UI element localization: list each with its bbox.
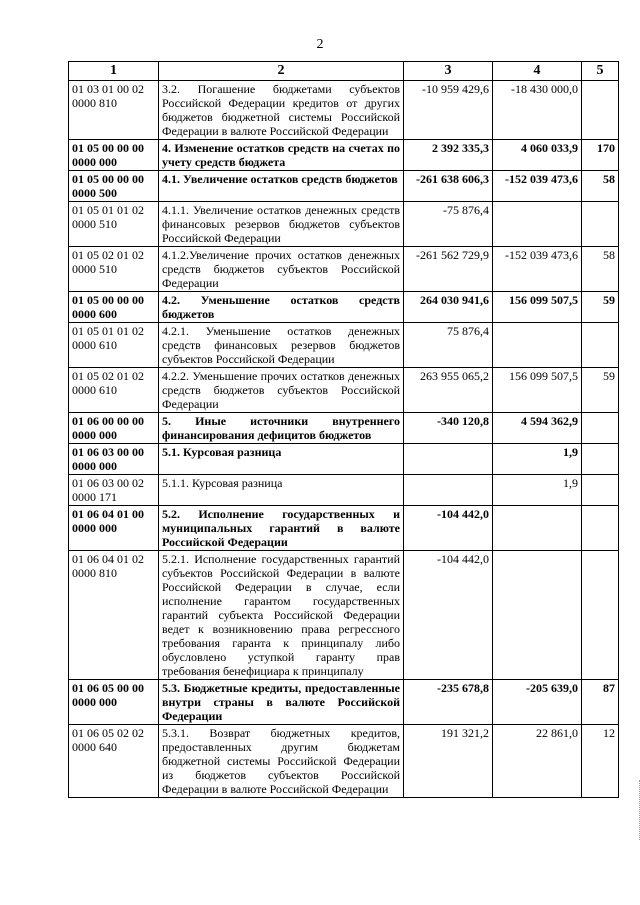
header-col-5: 5 (582, 62, 619, 81)
row-col-4-value: 4 060 033,9 (493, 140, 582, 171)
table-row (69, 551, 619, 680)
row-description: 5.1. Курсовая разница (159, 444, 404, 475)
row-code: 01 06 05 00 00 0000 000 (69, 680, 159, 725)
row-col-5-value: 87 (582, 680, 619, 725)
row-col-4-value (493, 506, 582, 551)
row-col-3-value: 264 030 941,6 (404, 292, 493, 323)
row-description: 4.1.2.Увеличение прочих остатков денежных средств бюджетов субъектов Российской Федерации (159, 247, 404, 292)
row-col-3-value: -104 442,0 (404, 551, 493, 680)
row-description: 5. Иные источники внутреннего финансирования дефицитов бюджетов (159, 413, 404, 444)
row-col-3-value (404, 475, 493, 506)
row-col-5-value: 58 (582, 247, 619, 292)
table-row (69, 140, 619, 171)
table-row (69, 680, 619, 725)
row-col-3-value: -10 959 429,6 (404, 81, 493, 140)
row-col-4-value: 156 099 507,5 (493, 368, 582, 413)
row-code: 01 06 03 00 02 0000 171 (69, 475, 159, 506)
row-description: 3.2. Погашение бюджетами субъектов Российской Федерации кредитов от других бюджетов бюджетной системы Российской Федерации в валюте Российской Федерации (159, 81, 404, 140)
header-col-4: 4 (493, 62, 582, 81)
row-col-3-value: 263 955 065,2 (404, 368, 493, 413)
row-description: 4.1. Увеличение остатков средств бюджетов (159, 171, 404, 202)
row-description: 4.2.2. Уменьшение прочих остатков денежных средств бюджетов субъектов Российской Федерации (159, 368, 404, 413)
row-code: 01 05 00 00 00 0000 600 (69, 292, 159, 323)
row-col-5-value (582, 202, 619, 247)
row-code: 01 05 00 00 00 0000 000 (69, 140, 159, 171)
header-col-3: 3 (404, 62, 493, 81)
row-col-4-value: -18 430 000,0 (493, 81, 582, 140)
row-description: 4.2. Уменьшение остатков средств бюджетов (159, 292, 404, 323)
table-row (69, 247, 619, 292)
table-row (69, 323, 619, 368)
row-col-4-value: 22 861,0 (493, 725, 582, 798)
row-code: 01 06 05 02 02 0000 640 (69, 725, 159, 798)
header-row (69, 62, 619, 81)
row-description: 4.1.1. Увеличение остатков денежных средств финансовых резервов бюджетов субъектов Российской Федерации (159, 202, 404, 247)
row-code: 01 05 01 01 02 0000 510 (69, 202, 159, 247)
row-col-4-value: -205 639,0 (493, 680, 582, 725)
row-col-4-value: -152 039 473,6 (493, 171, 582, 202)
row-col-3-value: 2 392 335,3 (404, 140, 493, 171)
row-col-5-value: 170 (582, 140, 619, 171)
row-col-5-value (582, 413, 619, 444)
table-row (69, 81, 619, 140)
row-col-5-value (582, 444, 619, 475)
row-col-5-value (582, 506, 619, 551)
row-col-5-value (582, 475, 619, 506)
row-code: 01 06 03 00 00 0000 000 (69, 444, 159, 475)
table-row (69, 202, 619, 247)
row-col-3-value: 191 321,2 (404, 725, 493, 798)
table-row (69, 725, 619, 798)
row-description: 5.2. Исполнение государственных и муниципальных гарантий в валюте Российской Федерации (159, 506, 404, 551)
table-row (69, 292, 619, 323)
row-description: 4. Изменение остатков средств на счетах по учету средств бюджета (159, 140, 404, 171)
row-description: 5.3.1. Возврат бюджетных кредитов, предоставленных другим бюджетам бюджетной системы Российской Федерации из бюджетов субъектов Российской Федерации в валюте Российской Федерации (159, 725, 404, 798)
row-col-4-value: 1,9 (493, 475, 582, 506)
row-col-5-value: 59 (582, 368, 619, 413)
row-col-4-value: 156 099 507,5 (493, 292, 582, 323)
row-col-4-value (493, 202, 582, 247)
table-row (69, 506, 619, 551)
table-row (69, 444, 619, 475)
row-description: 5.3. Бюджетные кредиты, предоставленные внутри страны в валюте Российской Федерации (159, 680, 404, 725)
row-code: 01 06 00 00 00 0000 000 (69, 413, 159, 444)
row-col-4-value (493, 323, 582, 368)
row-col-3-value (404, 444, 493, 475)
row-col-5-value (582, 323, 619, 368)
row-col-3-value: -104 442,0 (404, 506, 493, 551)
row-col-3-value: -75 876,4 (404, 202, 493, 247)
table-row (69, 171, 619, 202)
row-col-3-value: -340 120,8 (404, 413, 493, 444)
row-code: 01 03 01 00 02 0000 810 (69, 81, 159, 140)
row-description: 5.2.1. Исполнение государственных гарантий субъектов Российской Федерации в валюте Российской Федерации в случае, если исполнение гарантом государственных гарантий субъекта Российской Федерации ведет к возникновению права регрессного требования гаранта к принципалу либо обусловлено уступкой гаранту прав требования бенефициара к принципалу (159, 551, 404, 680)
table-row (69, 413, 619, 444)
row-col-5-value: 12 (582, 725, 619, 798)
table-row (69, 475, 619, 506)
header-col-2: 2 (159, 62, 404, 81)
row-col-4-value: -152 039 473,6 (493, 247, 582, 292)
row-code: 01 06 04 01 02 0000 810 (69, 551, 159, 680)
row-col-3-value: -235 678,8 (404, 680, 493, 725)
row-col-3-value: -261 562 729,9 (404, 247, 493, 292)
row-col-3-value: -261 638 606,3 (404, 171, 493, 202)
table-row (69, 368, 619, 413)
row-col-4-value (493, 551, 582, 680)
page-number: 2 (316, 37, 324, 52)
row-code: 01 05 02 01 02 0000 610 (69, 368, 159, 413)
row-col-3-value: 75 876,4 (404, 323, 493, 368)
row-description: 5.1.1. Курсовая разница (159, 475, 404, 506)
row-col-5-value (582, 551, 619, 680)
row-code: 01 05 02 01 02 0000 510 (69, 247, 159, 292)
row-col-5-value: 58 (582, 171, 619, 202)
row-code: 01 06 04 01 00 0000 000 (69, 506, 159, 551)
scan-edge-marks (635, 780, 640, 840)
row-col-5-value: 59 (582, 292, 619, 323)
row-code: 01 05 01 01 02 0000 610 (69, 323, 159, 368)
header-col-1: 1 (69, 62, 159, 81)
row-code: 01 05 00 00 00 0000 500 (69, 171, 159, 202)
row-col-4-value: 1,9 (493, 444, 582, 475)
row-description: 4.2.1. Уменьшение остатков денежных средств финансовых резервов бюджетов субъектов Российской Федерации (159, 323, 404, 368)
sources-table (68, 61, 619, 798)
row-col-5-value (582, 81, 619, 140)
row-col-4-value: 4 594 362,9 (493, 413, 582, 444)
